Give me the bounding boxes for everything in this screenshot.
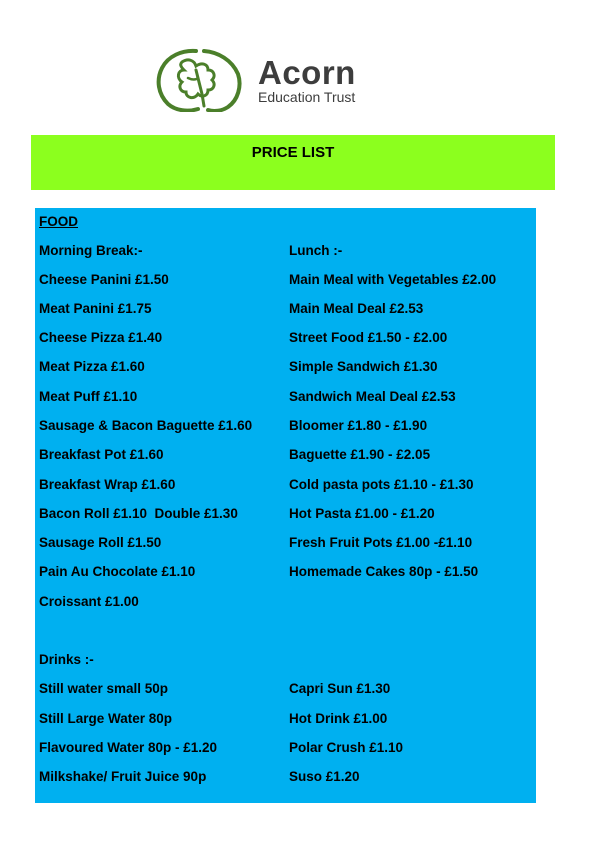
brand-subtitle: Education Trust (258, 89, 356, 105)
drink-item: Hot Drink £1.00 (289, 711, 388, 726)
menu-item: Homemade Cakes 80p - £1.50 (289, 564, 479, 579)
drink-item: Flavoured Water 80p - £1.20 (39, 740, 218, 755)
menu-item: Main Meal Deal £2.53 (289, 301, 424, 316)
drink-item: Suso £1.20 (289, 769, 360, 784)
drink-item: Still water small 50p (39, 681, 169, 696)
page-title: PRICE LIST (251, 144, 335, 161)
menu-item: Fresh Fruit Pots £1.00 -£1.10 (289, 535, 473, 550)
menu-item: Street Food £1.50 - £2.00 (289, 330, 448, 345)
acorn-leaf-icon (152, 48, 244, 112)
menu-item: Bloomer £1.80 - £1.90 (289, 418, 428, 433)
lunch-heading: Lunch :- (289, 243, 343, 258)
menu-item: Cheese Pizza £1.40 (39, 330, 163, 345)
menu-item: Sausage & Bacon Baguette £1.60 (39, 418, 253, 433)
morning-break-heading: Morning Break:- (39, 243, 143, 258)
food-heading: FOOD (39, 214, 78, 229)
price-list-banner (31, 135, 555, 190)
drink-item: Still Large Water 80p (39, 711, 173, 726)
menu-item: Meat Puff £1.10 (39, 389, 138, 404)
drinks-heading: Drinks :- (39, 652, 94, 667)
menu-item: Main Meal with Vegetables £2.00 (289, 272, 497, 287)
drink-item: Milkshake/ Fruit Juice 90p (39, 769, 207, 784)
acorn-logo (152, 48, 412, 116)
menu-item: Cold pasta pots £1.10 - £1.30 (289, 477, 474, 492)
drink-item: Polar Crush £1.10 (289, 740, 404, 755)
drink-item: Capri Sun £1.30 (289, 681, 391, 696)
menu-item: Baguette £1.90 - £2.05 (289, 447, 431, 462)
menu-item: Sausage Roll £1.50 (39, 535, 162, 550)
menu-item: Bacon Roll £1.10 Double £1.30 (39, 506, 238, 521)
menu-item: Cheese Panini £1.50 (39, 272, 169, 287)
menu-item: Hot Pasta £1.00 - £1.20 (289, 506, 435, 521)
price-panel (35, 208, 536, 803)
menu-item: Meat Panini £1.75 (39, 301, 152, 316)
menu-item: Breakfast Pot £1.60 (39, 447, 164, 462)
menu-item: Meat Pizza £1.60 (39, 359, 145, 374)
menu-item: Sandwich Meal Deal £2.53 (289, 389, 456, 404)
menu-item: Breakfast Wrap £1.60 (39, 477, 176, 492)
brand-name: Acorn (258, 54, 356, 91)
menu-item: Croissant £1.00 (39, 594, 139, 609)
menu-item: Simple Sandwich £1.30 (289, 359, 438, 374)
menu-item: Pain Au Chocolate £1.10 (39, 564, 196, 579)
